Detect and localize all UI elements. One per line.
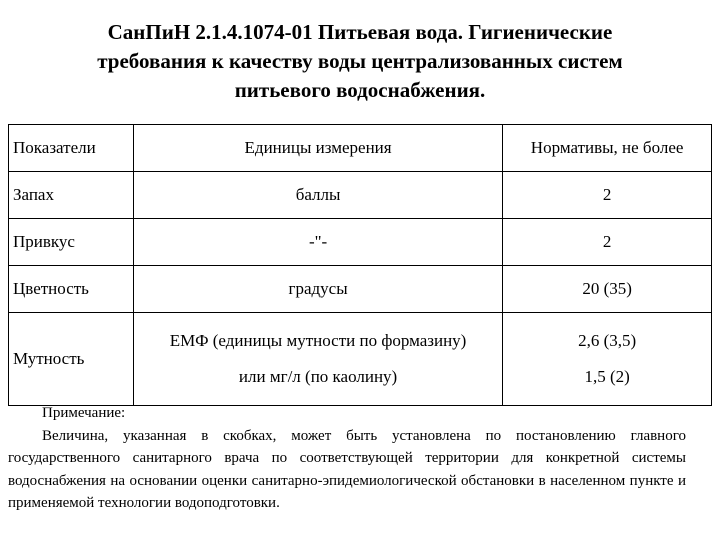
norm-cell: 2 [503,172,712,219]
norm-line-1: 2,6 (3,5) [578,331,637,350]
table-row [9,313,712,406]
indicator-cell: Мутность [9,313,134,406]
document-title [20,18,700,105]
unit-line-2: или мг/л (по каолину) [238,367,398,386]
indicator-cell: Цветность [9,266,134,313]
norm-cell: 20 (35) [503,266,712,313]
unit-cell: баллы [133,172,502,219]
table-row [9,266,712,313]
norm-line-2: 1,5 (2) [584,367,630,386]
norms-table [8,124,712,406]
unit-cell [133,313,502,406]
table-row [9,172,712,219]
table-header-row [9,125,712,172]
unit-cell: -"- [133,219,502,266]
indicator-cell: Запах [9,172,134,219]
unit-cell: градусы [133,266,502,313]
indicator-cell: Привкус [9,219,134,266]
norm-cell: 2 [503,219,712,266]
table-row [9,219,712,266]
title-line-1: СанПиН 2.1.4.1074-01 Питьевая вода. Гигиенические [107,20,613,44]
note-label: Примечание: [42,405,126,421]
header-norm: Нормативы, не более [503,125,712,172]
header-unit: Единицы измерения [133,125,502,172]
header-indicator: Показатели [9,125,134,172]
title-line-3: питьевого водоснабжения. [234,78,486,102]
note-text: Величина, указанная в скобках, может быть установлена по постановлению главного государственного санитарного врача по соответствующей территории для конкретной системы водоснабжения на основании оценки санитарно-эпидемиологической обстановки в населенном пункте и применяемой технологии водоподготовки. [8,427,686,511]
title-line-2: требования к качеству воды централизованных систем [97,49,623,73]
norm-cell [503,313,712,406]
unit-line-1: ЕМФ (единицы мутности по формазину) [169,331,467,350]
note-section [8,402,686,515]
